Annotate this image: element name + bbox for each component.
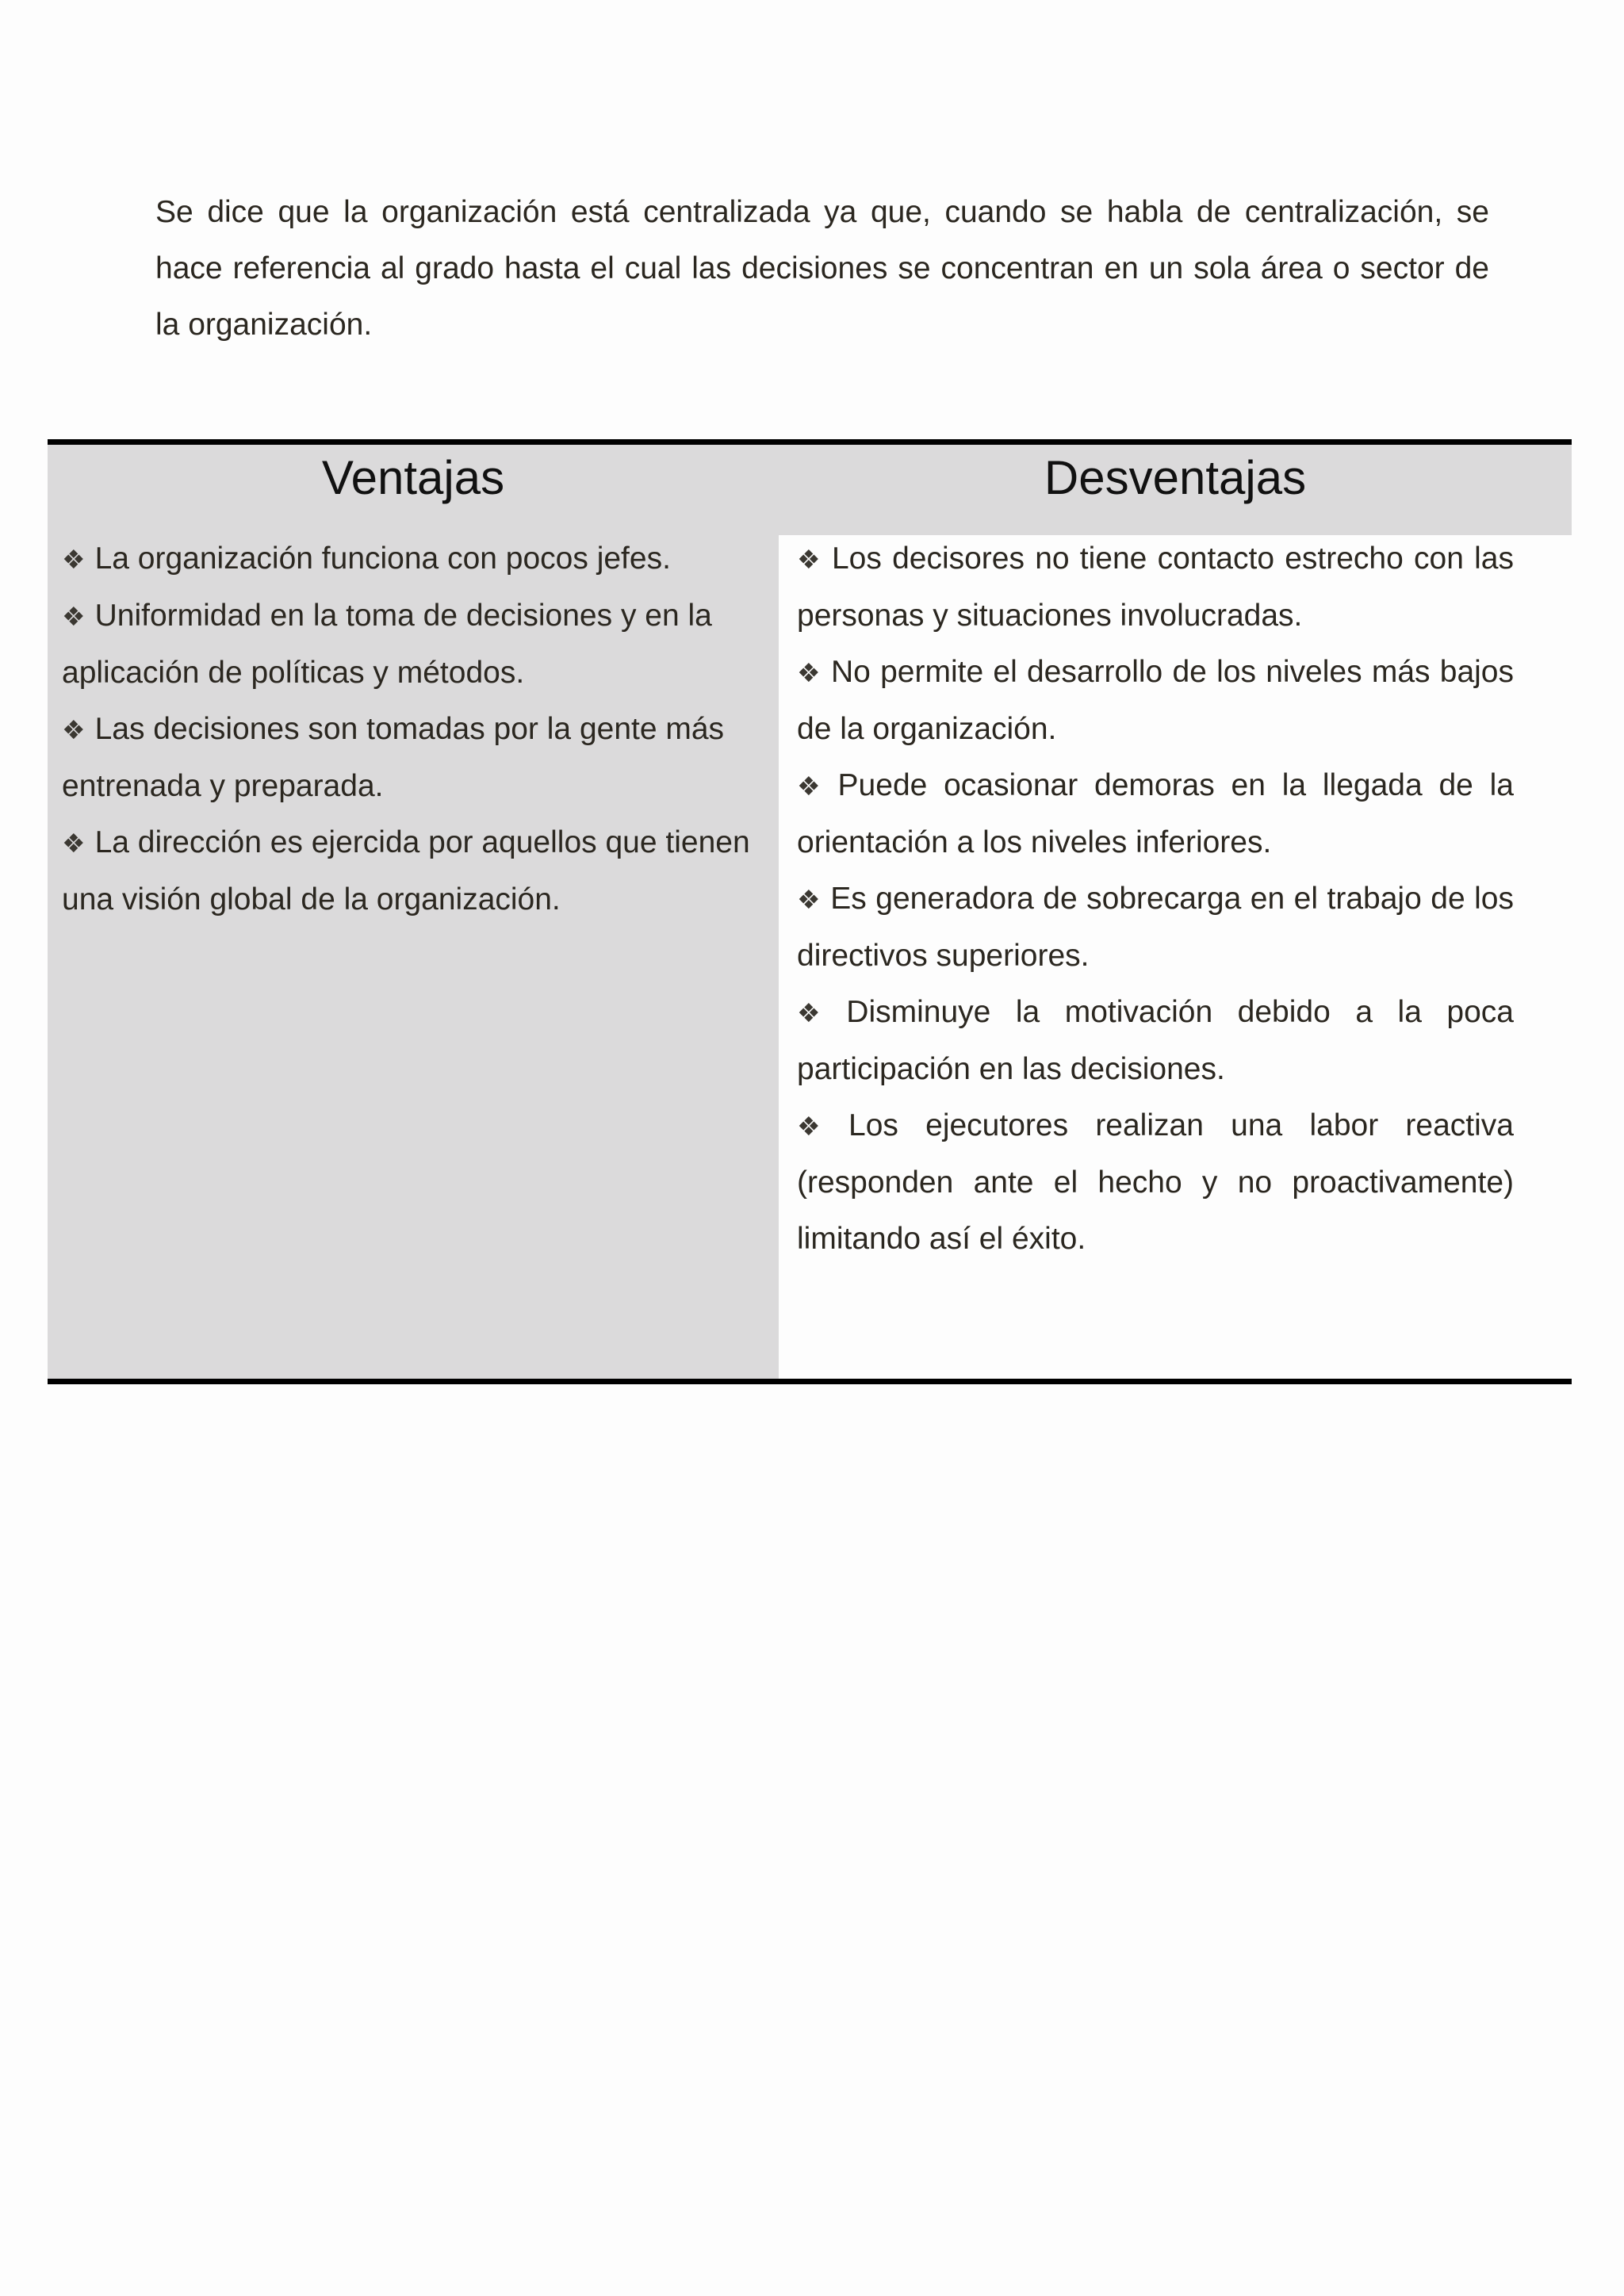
ventajas-item (62, 587, 760, 701)
ventajas-item-text: Uniformidad en la toma de decisiones y en la aplicación de políticas y métodos. (62, 599, 712, 690)
desventajas-item-text: Es generadora de sobrecarga en el trabajo de los directivos superiores. (797, 882, 1514, 973)
comparison-table (48, 439, 1572, 1384)
desventajas-item-text: Los ejecutores realizan una labor reactiva (responden ante el hecho y no proactivamente) limitando así el éxito. (797, 1108, 1514, 1256)
desventajas-item (797, 757, 1514, 871)
desventajas-item-text: Disminuye la motivación debido a la poca participación en las decisiones. (797, 995, 1514, 1086)
desventajas-item-text: Los decisores no tiene contacto estrecho con las personas y situaciones involucradas. (797, 541, 1514, 633)
desventajas-item (797, 1097, 1514, 1267)
desventajas-item (797, 644, 1514, 757)
ventajas-list (62, 530, 760, 928)
ventajas-item (62, 814, 760, 928)
desventajas-item (797, 530, 1514, 644)
ventajas-item-text: La organización funciona con pocos jefes. (94, 541, 671, 576)
desventajas-item (797, 984, 1514, 1097)
ventajas-heading: Ventajas (321, 451, 505, 504)
diamond-bullet-icon: ❖ (797, 1111, 839, 1142)
diamond-bullet-icon: ❖ (797, 771, 829, 802)
diamond-bullet-icon: ❖ (797, 884, 822, 915)
desventajas-item-text: No permite el desarrollo de los niveles más bajos de la organización. (797, 655, 1514, 746)
desventajas-heading: Desventajas (1044, 451, 1307, 504)
diamond-bullet-icon: ❖ (797, 544, 822, 575)
ventajas-item (62, 530, 760, 587)
ventajas-item-text: La dirección es ejercida por aquellos que tienen una visión global de la organización. (62, 825, 750, 916)
diamond-bullet-icon: ❖ (797, 997, 837, 1028)
desventajas-list (797, 530, 1514, 1267)
ventajas-item-text: Las decisiones son tomadas por la gente más entrenada y preparada. (62, 712, 725, 803)
diamond-bullet-icon: ❖ (62, 601, 86, 632)
ventajas-item (62, 701, 760, 814)
intro-paragraph: Se dice que la organización está centralizada ya que, cuando se habla de centralización, se hace referencia al grado hasta el cual las decisiones se concentran en un sola área o sector de la organización. (155, 195, 1489, 342)
diamond-bullet-icon: ❖ (797, 657, 822, 688)
diamond-bullet-icon: ❖ (62, 828, 86, 859)
desventajas-item (797, 871, 1514, 984)
diamond-bullet-icon: ❖ (62, 544, 86, 575)
desventajas-item-text: Puede ocasionar demoras en la llegada de la orientación a los niveles inferiores. (797, 768, 1514, 859)
diamond-bullet-icon: ❖ (62, 714, 86, 745)
